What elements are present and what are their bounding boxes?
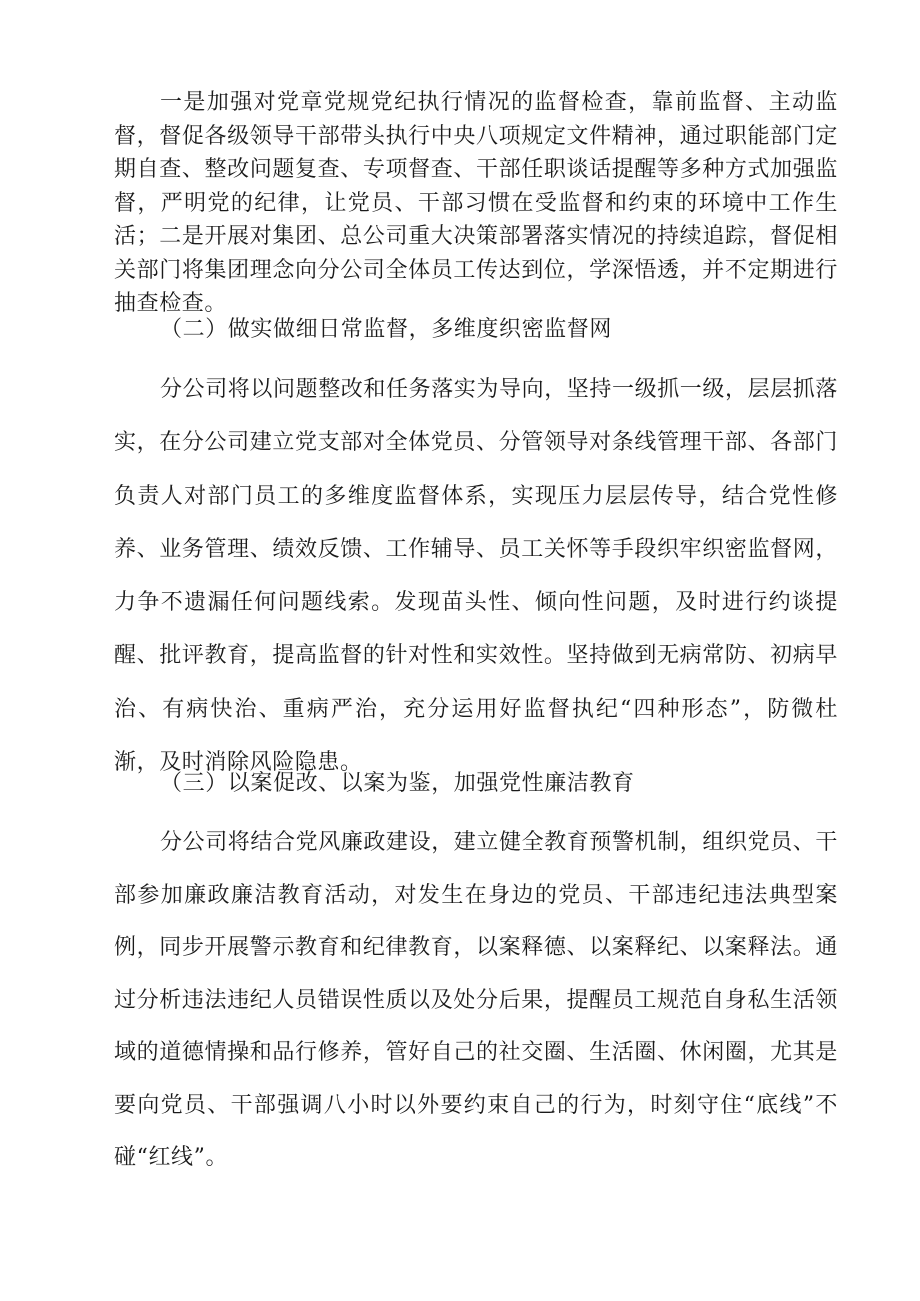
- paragraph-integrity-education: 分公司将结合党风廉政建设，建立健全教育预警机制，组织党员、干部参加廉政廉洁教育活动，对发生在身边的党员、干部违纪违法典型案例，同步开展警示教育和纪律教育，以案释德、以案释纪、以案释法。通过分析违法违纪人员错误性质以及处分后果，提醒员工规范自身私生活领域的道德情操和品行修养，管好自己的社交圈、生活圈、休闲圈，尤其是要向党员、干部强调八小时以外要约束自己的行为，时刻守住“底线”不碰“红线”。: [114, 830, 839, 1170]
- section-heading-integrity-education: （三）以案促改、以案为鉴，加强党性廉洁教育: [160, 771, 635, 796]
- section-heading-daily-supervision: （二）做实做细日常监督，多维度织密监督网: [160, 317, 613, 342]
- paragraph-daily-supervision: 分公司将以问题整改和任务落实为导向，坚持一级抓一级，层层抓落实，在分公司建立党支部对全体党员、分管领导对条线管理干部、各部门负责人对部门员工的多维度监督体系，实现压力层层传导，结合党性修养、业务管理、绩效反馈、工作辅导、员工关怀等手段织牢织密监督网，力争不遗漏任何问题线索。发现苗头性、倾向性问题，及时进行约谈提醒、批评教育，提高监督的针对性和实效性。坚持做到无病常防、初病早治、有病快治、重病严治，充分运用好监督执纪“四种形态”，防微杜渐，及时消除风险隐患。: [114, 377, 839, 776]
- paragraph-supervision-inspection: 一是加强对党章党规党纪执行情况的监督检查，靠前监督、主动监督，督促各级领导干部带头执行中央八项规定文件精神，通过职能部门定期自查、整改问题复查、专项督查、干部任职谈话提醒等多种方式加强监督，严明党的纪律，让党员、干部习惯在受监督和约束的环境中工作生活；二是开展对集团、总公司重大决策部署落实情况的持续追踪，督促相关部门将集团理念向分公司全体员工传达到位，学深悟透，并不定期进行抽查检查。: [114, 90, 838, 316]
